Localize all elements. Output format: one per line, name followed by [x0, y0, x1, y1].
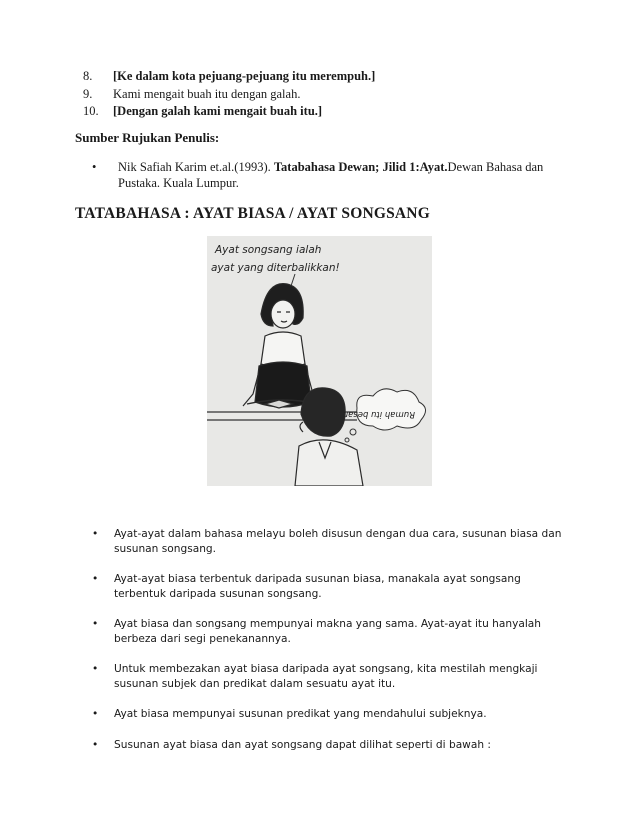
- item-number: 9.: [83, 86, 93, 101]
- list-item: [83, 68, 375, 86]
- classroom-illustration: [207, 236, 432, 486]
- reference-entry: [92, 159, 562, 191]
- item-text: Kami mengait buah itu dengan galah.: [113, 86, 301, 101]
- speech-bubble-text: Ayat songsang ialah: [215, 244, 322, 256]
- bullet-text: Susunan ayat biasa dan ayat songsang dapat dilihat seperti di bawah :: [114, 738, 491, 751]
- bullet-text: Ayat-ayat biasa terbentuk daripada susunan biasa, manakala ayat songsang terbentuk daripada susunan songsang.: [114, 573, 521, 600]
- bullet-glyph: •: [92, 160, 97, 174]
- bullet-glyph: •: [92, 618, 99, 630]
- speech-bubble-text: ayat yang diterbalikkan!: [211, 262, 340, 274]
- bullet-glyph: •: [92, 708, 99, 720]
- list-item: [92, 617, 567, 646]
- item-number: 8.: [83, 69, 93, 83]
- thought-bubble-text: Rumah itu besar.: [342, 409, 415, 419]
- bullet-text: Ayat-ayat dalam bahasa melayu boleh disusun dengan dua cara, susunan biasa dan susunan songsang.: [114, 528, 562, 555]
- bullet-text: Untuk membezakan ayat biasa daripada ayat songsang, kita mestilah mengkaji susunan subjek dan predikat dalam sesuatu ayat itu.: [114, 663, 538, 690]
- list-item: [92, 707, 567, 722]
- bullet-glyph: •: [92, 528, 99, 540]
- item-text: [Dengan galah kami mengait buah itu.]: [113, 104, 323, 118]
- bullet-glyph: •: [92, 573, 99, 585]
- reference-authors: Nik Safiah Karim et.al.(1993).: [118, 160, 274, 174]
- bullet-text: Ayat biasa dan songsang mempunyai makna yang sama. Ayat-ayat itu hanyalah berbeza dari segi penekanannya.: [114, 618, 541, 645]
- reference-publisher: Dewan Bahasa dan Pustaka. Kuala Lumpur.: [118, 160, 544, 190]
- source-heading: Sumber Rujukan Penulis:: [75, 130, 220, 145]
- bullet-glyph: •: [92, 663, 99, 675]
- item-text: [Ke dalam kota pejuang-pejuang itu merempuh.]: [113, 69, 376, 83]
- list-item: [83, 86, 375, 104]
- list-item: [83, 103, 375, 121]
- reference-title: Tatabahasa Dewan; Jilid 1:Ayat.: [273, 160, 448, 174]
- list-item: [92, 738, 567, 753]
- item-number: 10.: [83, 104, 99, 118]
- bullet-glyph: •: [92, 738, 99, 751]
- list-item: [92, 572, 567, 601]
- bullet-text: Ayat biasa mempunyai susunan predikat yang mendahului subjeknya.: [114, 708, 487, 720]
- list-item: [92, 527, 567, 556]
- explanation-bullet-list: [92, 527, 567, 752]
- reference-text: [118, 159, 562, 191]
- numbered-example-list: [83, 68, 375, 121]
- list-item: [92, 662, 567, 691]
- section-title: TATABAHASA : AYAT BIASA / AYAT SONGSANG: [75, 205, 430, 222]
